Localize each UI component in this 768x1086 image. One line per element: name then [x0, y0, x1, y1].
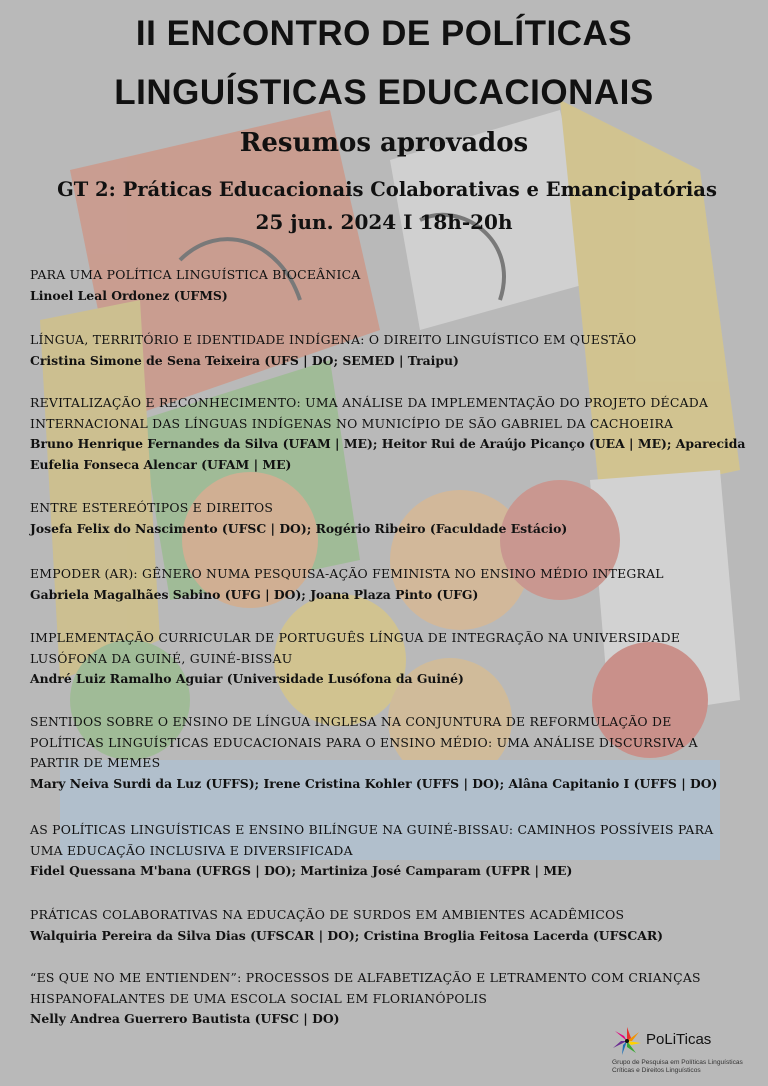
abstract-authors: Fidel Quessana M'bana (UFRGS | DO); Martiniza José Camparam (UFPR | ME) [30, 863, 573, 878]
event-title-line-2: LINGUÍSTICAS EDUCACIONAIS [114, 73, 654, 112]
abstract-entry [30, 393, 760, 475]
abstract-title: REVITALIZAÇÃO E RECONHECIMENTO: UMA ANÁLISE DA IMPLEMENTAÇÃO DO PROJETO DÉCADA INTERNACIONAL DAS LÍNGUAS INDÍGENAS NO MUNICÍPIO DE SÃO GABRIEL DA CACHOEIRA [30, 395, 709, 431]
abstract-title: AS POLÍTICAS LINGUÍSTICAS E ENSINO BILÍNGUE NA GUINÉ-BISSAU: CAMINHOS POSSÍVEIS PARA UMA EDUCAÇÃO INCLUSIVA E DIVERSIFICADA [30, 822, 714, 858]
abstract-entry [30, 820, 760, 882]
abstract-authors: Josefa Felix do Nascimento (UFSC | DO); Rogério Ribeiro (Faculdade Estácio) [30, 520, 568, 536]
event-date-time: 25 jun. 2024 I 18h-20h [255, 210, 513, 234]
abstract-authors: Nelly Andrea Guerrero Bautista (UFSC | DO) [30, 1011, 340, 1026]
abstract-title: IMPLEMENTAÇÃO CURRICULAR DE PORTUGUÊS LÍNGUA DE INTEGRAÇÃO NA UNIVERSIDADE LUSÓFONA DA GUINÉ, GUINÉ-BISSAU [30, 630, 681, 666]
abstract-authors: André Luiz Ramalho Aguiar (Universidade Lusófona da Guiné) [30, 671, 464, 686]
abstract-title: EMPODER (AR): GÊNERO NUMA PESQUISA-AÇÃO FEMINISTA NO ENSINO MÉDIO INTEGRAL [30, 566, 664, 581]
abstract-authors: Bruno Henrique Fernandes da Silva (UFAM | ME); Heitor Rui de Araújo Picanço (UEA | ME); Aparecida Eufelia Fonseca Alencar (UFAM | ME) [30, 436, 746, 472]
abstract-title: PRÁTICAS COLABORATIVAS NA EDUCAÇÃO DE SURDOS EM AMBIENTES ACADÊMICOS [30, 907, 625, 922]
abstract-entry [30, 330, 760, 371]
working-group-title: GT 2: Práticas Educacionais Colaborativas e Emancipatórias [57, 178, 717, 201]
abstract-authors: Linoel Leal Ordonez (UFMS) [30, 287, 228, 303]
abstract-authors: Mary Neiva Surdi da Luz (UFFS); Irene Cristina Kohler (UFFS | DO); Alâna Capitanio I (UFFS | DO) [30, 775, 718, 791]
abstract-title: PARA UMA POLÍTICA LINGUÍSTICA BIOCEÂNICA [30, 267, 361, 282]
colorful-star-icon [612, 1026, 642, 1056]
abstract-entry [30, 498, 760, 539]
abstract-entry [30, 265, 760, 306]
abstract-authors: Cristina Simone de Sena Teixeira (UFS | DO; SEMED | Traipu) [30, 352, 459, 368]
abstract-title: SENTIDOS SOBRE O ENSINO DE LÍNGUA INGLESA NA CONJUNTURA DE REFORMULAÇÃO DE POLÍTICAS LINGUÍSTICAS EDUCACIONAIS PARA O ENSINO MÉDIO: UMA ANÁLISE DISCURSIVA A PARTIR DE MEMES [30, 714, 698, 770]
event-title-line-1: II ENCONTRO DE POLÍTICAS [135, 14, 633, 53]
abstract-entry [30, 564, 760, 605]
abstract-title: ENTRE ESTEREÓTIPOS E DIREITOS [30, 500, 274, 515]
subtitle: Resumos aprovados [239, 128, 529, 158]
logo-name: PoLiTicas [646, 1031, 712, 1048]
abstract-entry [30, 712, 760, 794]
politicas-logo [612, 1026, 762, 1082]
abstract-entry [30, 968, 760, 1030]
abstract-entry [30, 628, 760, 690]
abstract-title: “ES QUE NO ME ENTIENDEN”: PROCESSOS DE ALFABETIZAÇÃO E LETRAMENTO COM CRIANÇAS HISPANOFALANTES DE UMA ESCOLA SOCIAL EM FLORIANÓPOLIS [30, 970, 701, 1006]
logo-caption: Grupo de Pesquisa em Políticas Linguísticas Críticas e Direitos Linguísticos [612, 1059, 743, 1074]
abstract-authors: Gabriela Magalhães Sabino (UFG | DO); Joana Plaza Pinto (UFG) [30, 586, 479, 602]
abstract-title: LÍNGUA, TERRITÓRIO E IDENTIDADE INDÍGENA: O DIREITO LINGUÍSTICO EM QUESTÃO [30, 332, 637, 347]
abstract-authors: Walquiria Pereira da Silva Dias (UFSCAR | DO); Cristina Broglia Feitosa Lacerda (UFSCAR) [30, 927, 663, 943]
abstract-entry [30, 905, 760, 946]
